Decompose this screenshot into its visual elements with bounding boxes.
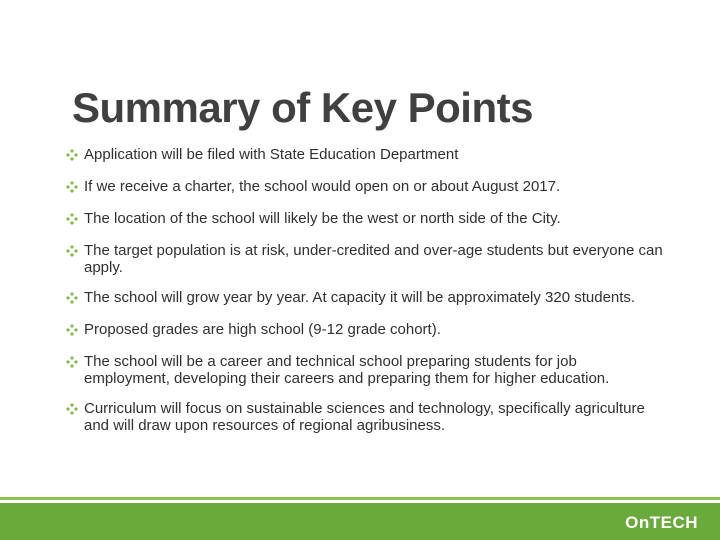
footer-band bbox=[0, 503, 720, 540]
bullet-list bbox=[66, 146, 666, 447]
bullet-text: The school will be a career and technical school preparing students for job employment, developing their careers and preparing them for higher education. bbox=[84, 353, 610, 387]
four-diamond-bullet-icon bbox=[66, 180, 84, 197]
bullet-text: Application will be filed with State Education Department bbox=[84, 146, 459, 163]
bullet-text: Proposed grades are high school (9-12 grade cohort). bbox=[84, 321, 441, 338]
four-diamond-bullet-icon bbox=[66, 402, 84, 419]
list-item bbox=[66, 178, 666, 197]
list-item bbox=[66, 400, 666, 434]
bullet-text: If we receive a charter, the school would open on or about August 2017. bbox=[84, 178, 561, 195]
list-item bbox=[66, 289, 666, 308]
four-diamond-bullet-icon bbox=[66, 212, 84, 229]
list-item bbox=[66, 353, 666, 387]
four-diamond-bullet-icon bbox=[66, 355, 84, 372]
ontech-logo: OnTECH bbox=[625, 513, 698, 532]
bullet-text: The location of the school will likely be the west or north side of the City. bbox=[84, 210, 561, 227]
four-diamond-bullet-icon bbox=[66, 148, 84, 165]
bullet-text: The school will grow year by year. At capacity it will be approximately 320 students. bbox=[84, 289, 636, 306]
list-item bbox=[66, 210, 666, 229]
four-diamond-bullet-icon bbox=[66, 291, 84, 308]
four-diamond-bullet-icon bbox=[66, 244, 84, 261]
four-diamond-bullet-icon bbox=[66, 323, 84, 340]
list-item bbox=[66, 146, 666, 165]
list-item bbox=[66, 242, 666, 276]
bullet-text: The target population is at risk, under-credited and over-age students but everyone can apply. bbox=[84, 242, 663, 276]
list-item bbox=[66, 321, 666, 340]
slide-title: Summary of Key Points bbox=[72, 84, 533, 131]
footer-divider bbox=[0, 497, 720, 500]
bullet-text: Curriculum will focus on sustainable sciences and technology, specifically agriculture and will draw upon resources of regional agribusiness. bbox=[84, 400, 645, 434]
